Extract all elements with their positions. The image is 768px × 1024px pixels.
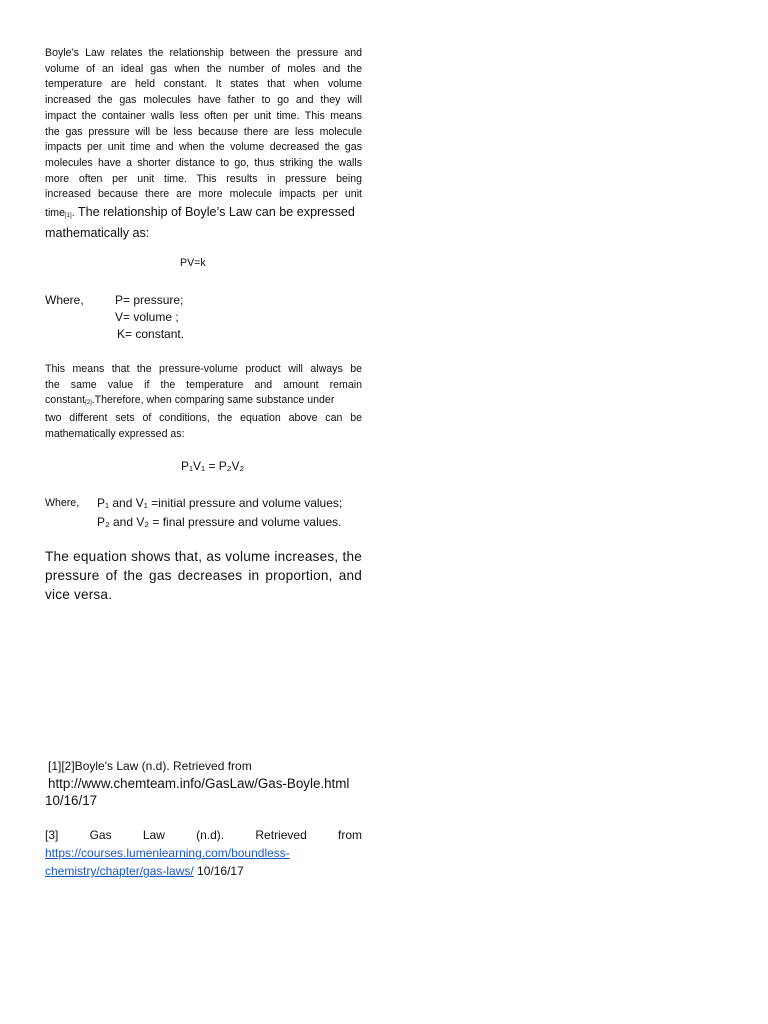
intro-line: impacts per unit time and when the volume decreased the gas — [45, 141, 362, 154]
intro-line: Boyle’s Law relates the relationship between the pressure and — [45, 47, 362, 59]
where-label-2: Where, — [45, 497, 80, 509]
product-line: two different sets of conditions, the equation above can be — [45, 412, 362, 425]
citation-2: [2] — [85, 400, 92, 407]
intro-line: more often per unit time. This results in pressure being — [45, 172, 362, 185]
intro-line: increased the gas molecules have father to go and they will — [45, 94, 362, 107]
reference-3 — [45, 826, 362, 880]
citation-1: [1] — [65, 213, 72, 220]
reference-3-url-link[interactable]: https://courses.lumenlearning.com/boundless- — [45, 846, 290, 860]
intro-line: increased because there are more molecule impacts per unit — [45, 188, 362, 201]
intro-line: impact the container walls less often per unit time. This means — [45, 109, 362, 122]
product-line: mathematically expressed as: — [45, 427, 185, 440]
reference-3-url-link-cont[interactable]: chemistry/chapter/gas-laws/ — [45, 864, 194, 878]
reference-1-url[interactable]: http://www.chemteam.info/GasLaw/Gas-Boyle.html — [48, 776, 350, 791]
product-line: the same value if the temperature and amount remain — [45, 378, 362, 391]
equation-boyle: P₁V₁ = P₂V₂ — [181, 459, 245, 473]
definitions-2 — [97, 494, 342, 532]
relationship-text: The relationship of Boyle’s Law can be expressed — [74, 205, 355, 220]
definition-pressure: P= pressure; — [115, 293, 184, 307]
intro-last-line: time[1]. The relationship of Boyle’s Law can be expressed — [45, 205, 355, 220]
reference-1-date: 10/16/17 — [45, 793, 98, 808]
intro-line: temperature are held constant. It states that when volume — [45, 78, 362, 91]
product-paragraph — [45, 362, 362, 443]
intro-line: the gas pressure will be less because there are less molecule — [45, 125, 362, 138]
product-line-cite: constant[2].Therefore, when comparing same substance under — [45, 394, 335, 407]
intro-line: volume of an ideal gas when the number of moles and the — [45, 62, 362, 75]
product-line: This means that the pressure-volume product will always be — [45, 363, 362, 375]
definitions-1 — [115, 292, 184, 343]
intro-line: molecules have a shorter distance to go, thus striking the walls — [45, 156, 362, 169]
definition-final: P₂ and V₂ = final pressure and volume values. — [97, 515, 342, 529]
conclusion-paragraph: The equation shows that, as volume increases, the pressure of the gas decreases in proportion, and vice versa. — [45, 549, 362, 602]
definition-volume: V= volume ; — [115, 310, 179, 324]
reference-1-label: [1][2]Boyle's Law (n.d). Retrieved from — [48, 759, 252, 773]
definition-constant: K= constant. — [117, 327, 185, 341]
relationship-text-end: mathematically as: — [45, 225, 150, 240]
intro-paragraph — [45, 46, 362, 242]
reference-3-url-end: chemistry/chapter/gas-laws/ 10/16/17 — [45, 864, 244, 878]
definition-initial: P₁ and V₁ =initial pressure and volume values; — [97, 496, 343, 510]
reference-3-first-line: [3] Gas Law (n.d). Retrieved from — [45, 828, 362, 842]
where-label-1: Where, — [45, 293, 84, 307]
equation-pv-k: PV=k — [180, 257, 206, 269]
